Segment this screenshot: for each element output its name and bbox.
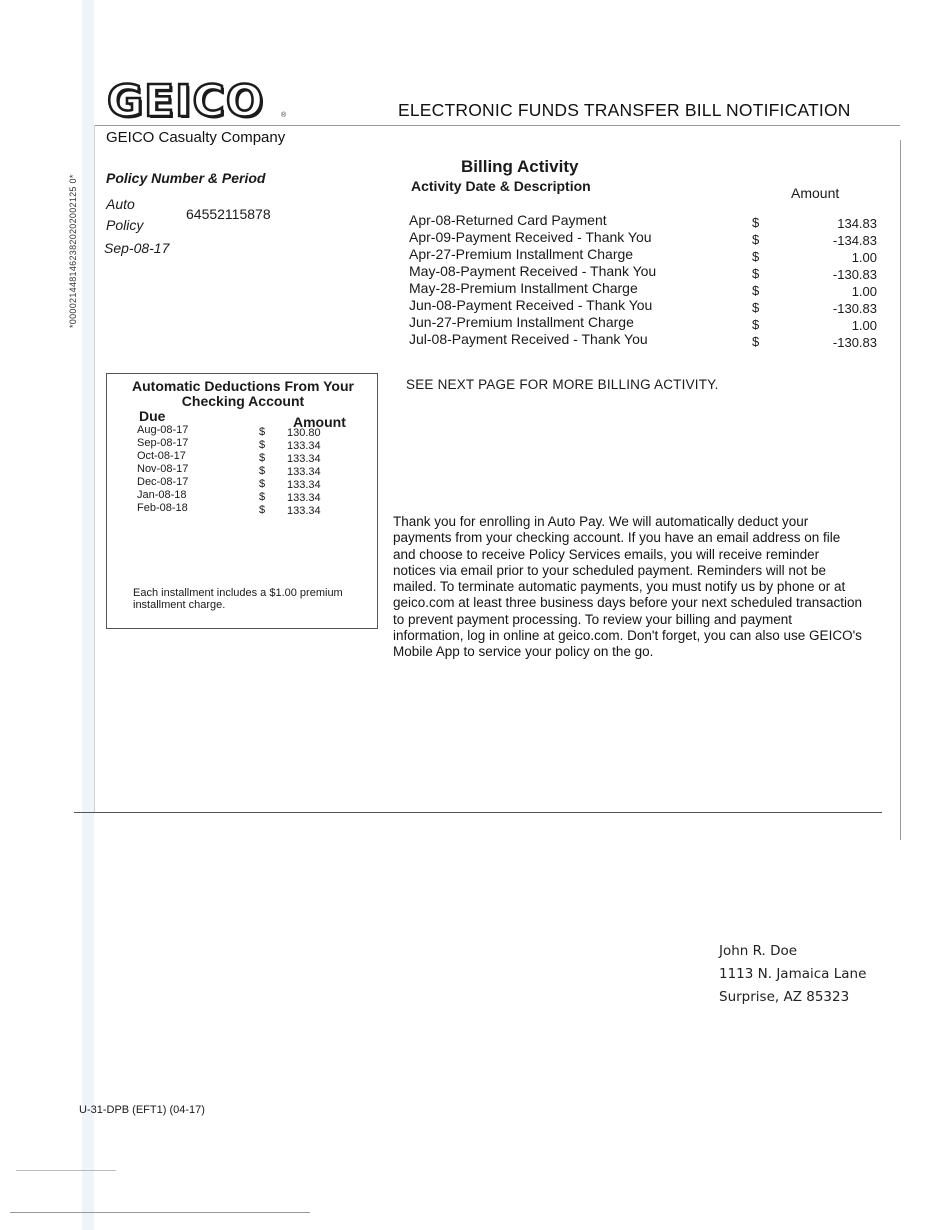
address-street: 1113 N. Jamaica Lane — [719, 966, 867, 982]
deduction-currency: $ — [259, 504, 266, 516]
deduction-date: Oct-08-17 — [137, 450, 186, 462]
deduction-amount: 133.34 — [287, 479, 321, 491]
billing-row — [409, 314, 879, 331]
billing-desc: Apr-08-Returned Card Payment — [409, 212, 607, 228]
billing-currency: $ — [752, 215, 760, 230]
deduction-currency: $ — [259, 465, 266, 477]
billing-amount: -134.83 — [832, 233, 877, 248]
billing-row — [409, 297, 879, 314]
scan-artifact-line — [16, 1170, 116, 1171]
billing-desc: Apr-09-Payment Received - Thank You — [409, 229, 652, 245]
see-next-page-notice: SEE NEXT PAGE FOR MORE BILLING ACTIVITY. — [406, 377, 719, 392]
installment-note: Each installment includes a $1.00 premium installment charge. — [133, 587, 343, 611]
billing-currency: $ — [752, 317, 760, 332]
geico-logo: GEICO — [107, 76, 265, 127]
billing-desc: Jun-27-Premium Installment Charge — [409, 314, 634, 330]
deduction-row — [137, 437, 337, 450]
frame-right-rule — [900, 140, 901, 840]
address-name: John R. Doe — [719, 943, 798, 959]
billing-row — [409, 263, 879, 280]
billing-currency: $ — [752, 266, 760, 281]
billing-currency: $ — [752, 232, 760, 247]
deduction-row — [137, 502, 337, 515]
scan-artifact-line — [10, 1212, 310, 1213]
address-city: Surprise, AZ 85323 — [719, 989, 850, 1005]
deduction-date: Feb-08-18 — [137, 502, 188, 514]
billing-amount: 1.00 — [851, 284, 877, 299]
deduction-date: Aug-08-17 — [137, 424, 189, 436]
billing-desc: Apr-27-Premium Installment Charge — [409, 246, 634, 262]
billing-desc-header: Activity Date & Description — [411, 178, 591, 194]
billing-amount: 1.00 — [851, 318, 877, 333]
deduction-amount: 133.34 — [287, 492, 321, 504]
billing-row — [409, 229, 879, 246]
billing-activity-title: Billing Activity — [461, 157, 579, 176]
policy-label: Policy Number & Period — [106, 170, 266, 186]
billing-amount-header: Amount — [791, 185, 840, 201]
billing-desc: May-28-Premium Installment Charge — [409, 280, 638, 296]
billing-amount: 1.00 — [851, 250, 877, 265]
billing-amount: -130.83 — [832, 301, 877, 316]
billing-currency: $ — [752, 283, 760, 298]
scanner-edge-band — [82, 0, 94, 1230]
billing-amount: -130.83 — [832, 335, 877, 350]
billing-amount: -130.83 — [832, 267, 877, 282]
billing-desc: Jul-08-Payment Received - Thank You — [409, 331, 648, 347]
deduction-currency: $ — [259, 439, 266, 451]
deduction-row — [137, 450, 337, 463]
billing-currency: $ — [752, 334, 760, 349]
deduction-date: Sep-08-17 — [137, 437, 189, 449]
billing-desc: Jun-08-Payment Received - Thank You — [409, 297, 653, 313]
logo-registered-mark: ® — [281, 112, 287, 119]
deduction-amount: 133.34 — [287, 440, 321, 452]
billing-currency: $ — [752, 249, 760, 264]
deduction-row — [137, 476, 337, 489]
deduction-row — [137, 489, 337, 502]
deduction-row — [137, 424, 337, 437]
deduction-amount: 130.80 — [287, 427, 321, 439]
billing-row — [409, 331, 879, 348]
deduction-currency: $ — [259, 478, 266, 490]
billing-amount: 134.83 — [837, 216, 877, 231]
vertical-barcode-text: *00002144814623820202002125 0* — [68, 174, 78, 328]
billing-row — [409, 246, 879, 263]
mailing-address — [719, 940, 866, 1009]
document-title: ELECTRONIC FUNDS TRANSFER BILL NOTIFICATION — [398, 100, 851, 120]
deductions-list — [137, 424, 337, 515]
form-code: U-31-DPB (EFT1) (04-17) — [79, 1104, 205, 1116]
company-name: GEICO Casualty Company — [106, 129, 286, 146]
billing-row — [409, 212, 879, 229]
policy-number: 64552115878 — [186, 206, 271, 222]
billing-currency: $ — [752, 300, 760, 315]
deductions-due-header: Due — [139, 408, 166, 424]
deduction-amount: 133.34 — [287, 466, 321, 478]
deduction-date: Jan-08-18 — [137, 489, 187, 501]
deduction-date: Dec-08-17 — [137, 476, 189, 488]
billing-row — [409, 280, 879, 297]
deduction-amount: 133.34 — [287, 505, 321, 517]
auto-pay-message: Thank you for enrolling in Auto Pay. We will automatically deduct your payments from your checking account. If you have an email address on file and choose to receive Policy Services emails, you will receive reminder notices via email prior to your scheduled payment. Reminders will not be mailed. To terminate automatic payments, you must notify us by phone or at geico.com at least three business days before your next scheduled transaction to prevent payment processing. To review your billing and payment information, log in online at geico.com. Don't forget, you can also use GEICO's Mobile App to service your policy on the go. — [393, 514, 863, 660]
deduction-row — [137, 463, 337, 476]
deductions-amount-header: Amount — [293, 414, 346, 430]
deduction-date: Nov-08-17 — [137, 463, 189, 475]
policy-date: Sep-08-17 — [104, 240, 170, 256]
frame-top-rule — [94, 125, 900, 126]
billing-desc: May-08-Payment Received - Thank You — [409, 263, 657, 279]
deduction-currency: $ — [259, 426, 266, 438]
deduction-currency: $ — [259, 491, 266, 503]
frame-bottom-rule — [74, 812, 882, 813]
policy-type: Auto Policy — [106, 196, 144, 233]
deduction-amount: 133.34 — [287, 453, 321, 465]
deduction-currency: $ — [259, 452, 266, 464]
billing-activity-list — [409, 212, 879, 348]
deductions-title: Automatic Deductions From Your Checking Account — [132, 378, 354, 409]
frame-left-rule — [94, 125, 95, 812]
